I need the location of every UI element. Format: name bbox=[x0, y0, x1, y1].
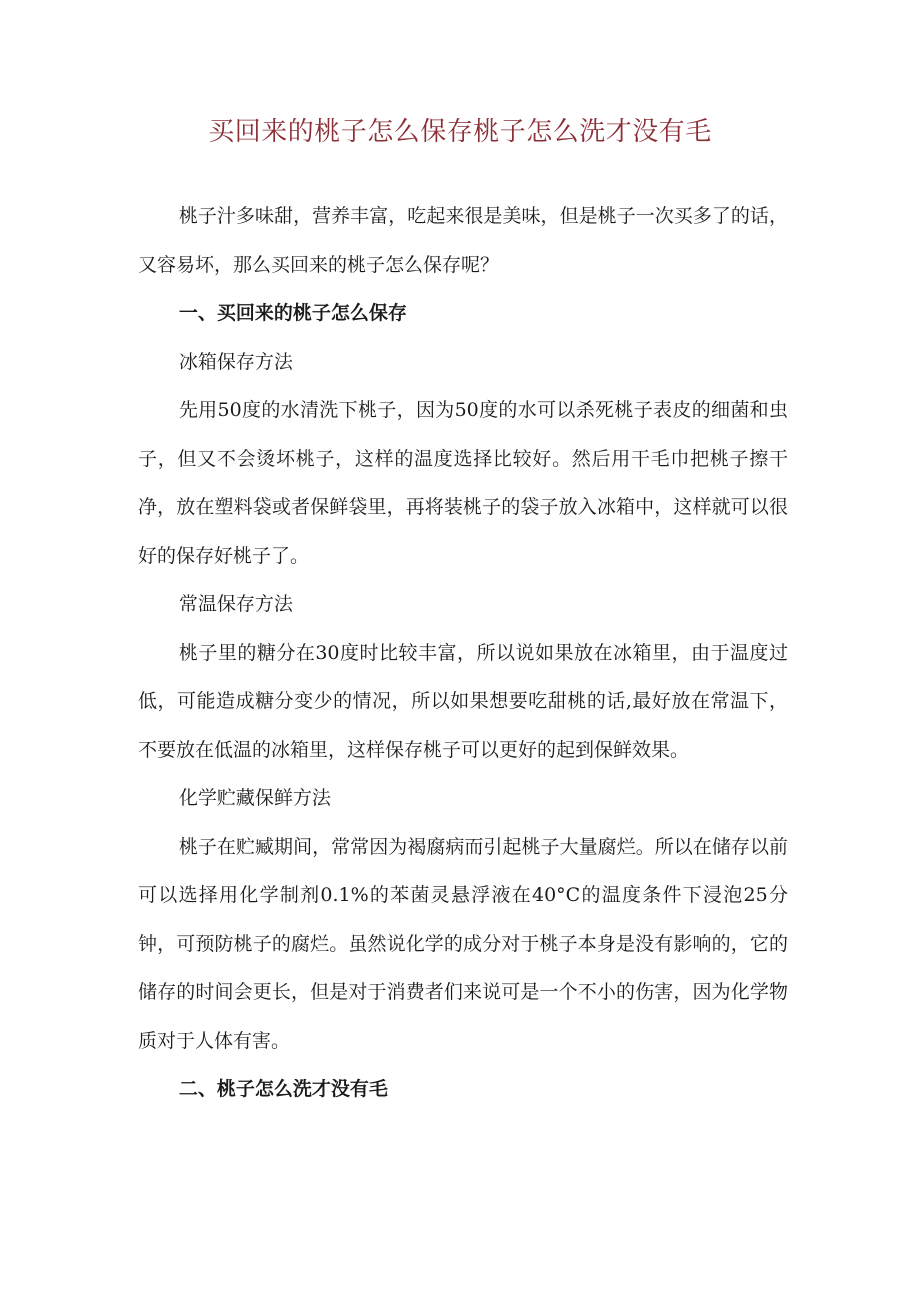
subheading-room-temp: 常温保存方法 bbox=[178, 593, 293, 615]
paragraph-fridge: 先用50度的水清洗下桃子，因为50度的水可以杀死桃子表皮的细菌和虫子，但又不会烫坏桃子，这样的温度选择比较好。然后用干毛巾把桃子擦干净，放在塑料袋或者保鲜袋里，再将装桃子的袋子放入冰箱中，这样就可以很好的保存好桃子了。 bbox=[138, 399, 788, 567]
document-title: 买回来的桃子怎么保存桃子怎么洗才没有毛 bbox=[208, 117, 712, 147]
subheading-chemical: 化学贮藏保鲜方法 bbox=[178, 787, 331, 809]
subheading-fridge: 冰箱保存方法 bbox=[178, 350, 293, 373]
intro-paragraph: 桃子汁多味甜，营养丰富，吃起来很是美味，但是桃子一次买多了的话，又容易坏，那么买回来的桃子怎么保存呢？ bbox=[138, 205, 788, 276]
document-body bbox=[138, 192, 788, 1114]
paragraph-chemical: 桃子在贮臧期间，常常因为褐腐病而引起桃子大量腐烂。所以在储存以前可以选择用化学制剂0.1%的苯菌灵悬浮液在40°C的温度条件下浸泡25分钟，可预防桃子的腐烂。虽然说化学的成分对于桃子本身是没有影响的，它的储存的时间会更长，但是对于消费者们来说可是一个不小的伤害，因为化学物质对于人体有害。 bbox=[138, 835, 788, 1052]
section-heading-washing: 二、桃子怎么洗才没有毛 bbox=[178, 1078, 388, 1100]
section-heading-storage: 一、买回来的桃子怎么保存 bbox=[178, 302, 407, 324]
paragraph-room-temp: 桃子里的糖分在30度时比较丰富，所以说如果放在冰箱里，由于温度过低，可能造成糖分变少的情况，所以如果想要吃甜桃的话,最好放在常温下，不要放在低温的冰箱里，这样保存桃子可以更好的起到保鲜效果。 bbox=[138, 641, 788, 761]
